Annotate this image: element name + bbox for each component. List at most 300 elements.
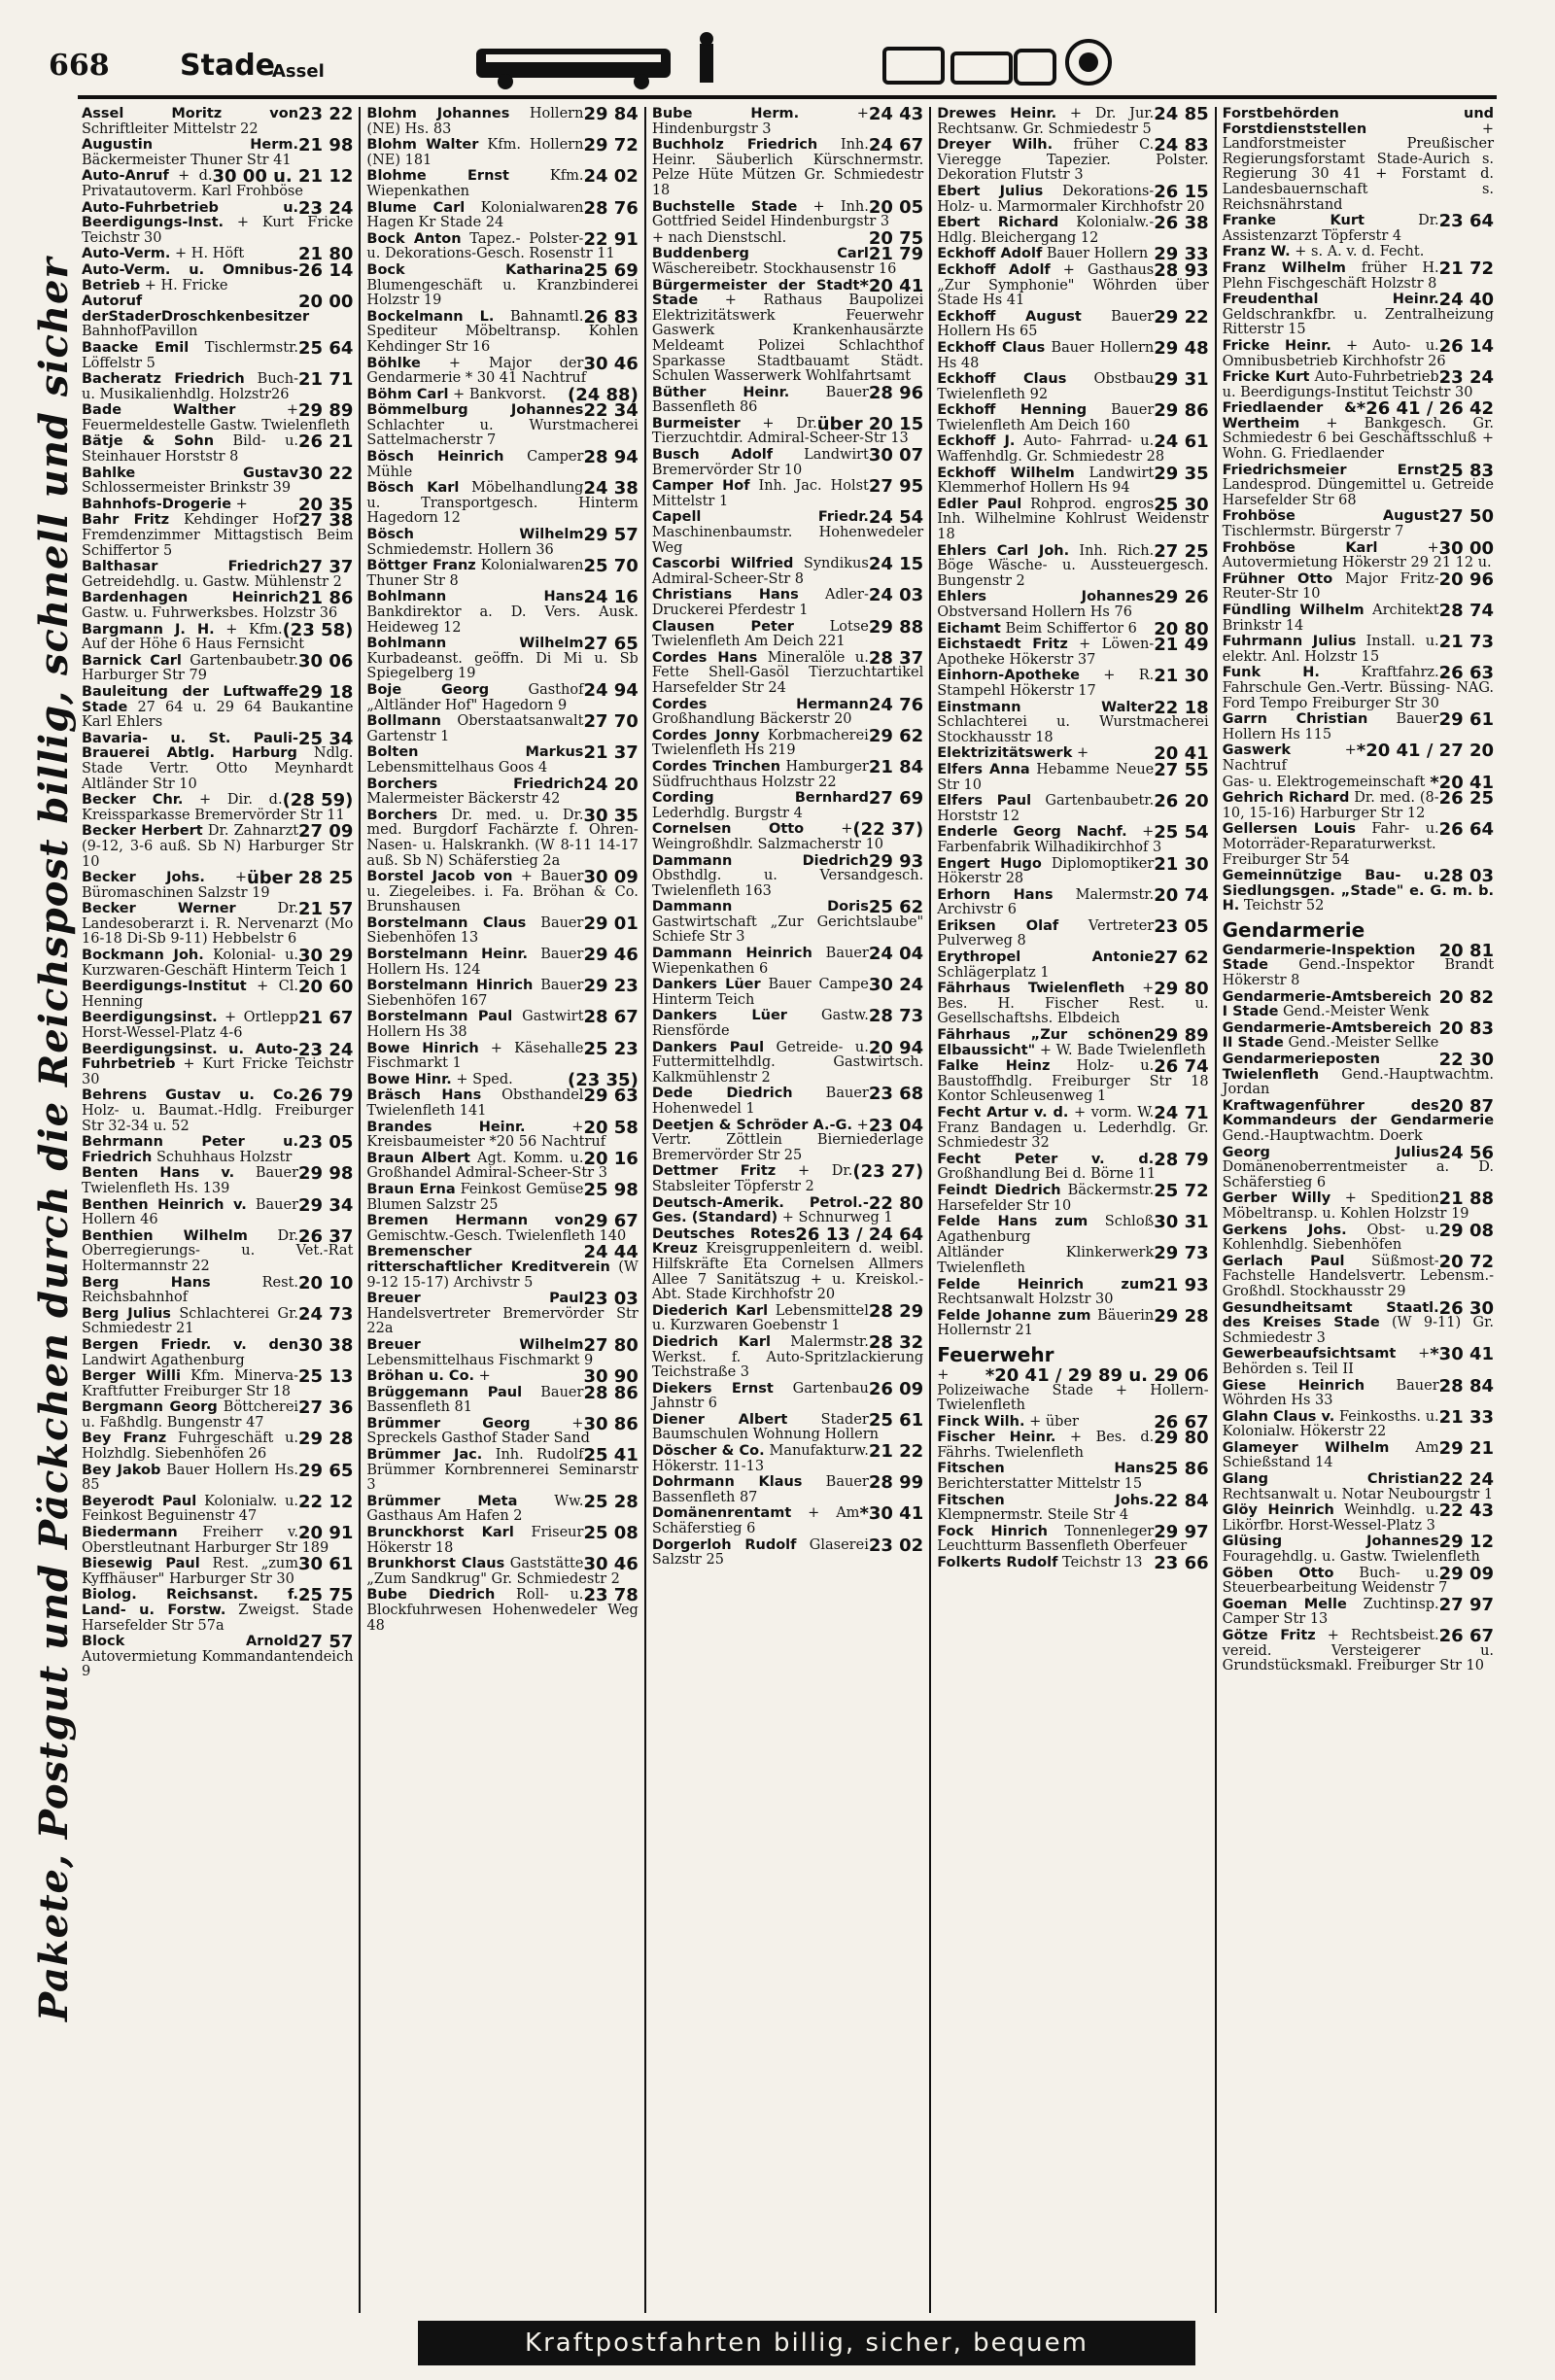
entry-name: Glöy Heinrich [1222, 1502, 1334, 1519]
entry-details: Lebensmittel u. Kurzwaren Goebenstr 1 [651, 1302, 869, 1334]
directory-entry [366, 1289, 639, 1337]
directory-entry [366, 1334, 639, 1368]
entry-details: Lederhdlg. Burgstr 4 [651, 805, 803, 821]
entry-details: Bauer Hohenwedel 1 [651, 1086, 869, 1117]
phone-number: 30 09 [583, 867, 639, 888]
phone-number: 29 35 [1154, 463, 1209, 484]
directory-entry [1222, 1500, 1495, 1534]
entry-name: Gewerbeaufsichtsamt [1222, 1346, 1397, 1362]
entry-details: Gartenbaubetr. Harburger Str 79 [82, 652, 299, 684]
entry-name: Elfers Anna [937, 761, 1030, 777]
entry-name: Diekers Ernst [651, 1380, 774, 1397]
entry-details: Mineralöle u. Fette Shell-Gasöl Tierzuchtartikel Harsefelder Str 24 [651, 649, 924, 696]
phone-number: 27 97 [1438, 1594, 1495, 1615]
phone-number: 26 67 [1154, 1411, 1209, 1432]
directory-entry [937, 494, 1209, 543]
phone-number: 20 91 [298, 1523, 354, 1544]
phone-number: 26 83 [583, 306, 639, 328]
phone-number: *20 41 / 27 20 [1356, 741, 1495, 762]
entry-name: Dammann Doris [651, 899, 869, 915]
phone-number: 28 74 [1438, 601, 1495, 621]
directory-entry [937, 1180, 1209, 1214]
phone-number: 29 22 [1154, 306, 1209, 328]
entry-name: Finck Wilh. [937, 1413, 1025, 1430]
directory-entry [366, 945, 639, 978]
entry-details: Dr. Oberregierungs- u. Vet.-Rat Holtermannstr 22 [82, 1227, 354, 1274]
directory-entry [651, 275, 924, 385]
directory-entry [366, 1038, 639, 1072]
entry-name: Borchers Friedrich [366, 776, 584, 792]
entry-name: Eichamt [937, 620, 1001, 637]
directory-entry [937, 213, 1209, 246]
entry-name: Fecht Peter v. d. [937, 1151, 1155, 1167]
directory-entry [366, 711, 639, 744]
directory-entry [937, 791, 1209, 824]
entry-details: + Sped. [451, 1071, 513, 1087]
directory-entry [937, 587, 1209, 620]
directory-entry [1222, 398, 1495, 463]
entry-name: Bowe Hinr. [366, 1071, 452, 1087]
directory-entry [366, 1242, 639, 1291]
entry-name: Becker Johs. [82, 870, 205, 886]
entry-name: Bösch Karl [366, 480, 460, 497]
directory-entry [937, 463, 1209, 497]
phone-number: 29 84 [583, 107, 639, 124]
entry-name: Forstbehörden und Forstdienststellen [1222, 107, 1495, 137]
phone-number: 28 76 [583, 197, 639, 219]
entry-details: Obst- u. Kohlenhdlg. Siebenhöfen [1222, 1222, 1439, 1254]
phone-number: 25 86 [1154, 1459, 1209, 1480]
entry-details: Geldschrankfbr. u. Zentralheizung Ritterstr 15 [1222, 306, 1495, 338]
directory-entry [366, 259, 639, 309]
entry-name: Franz W. [1222, 244, 1291, 260]
phone-number: 21 49 [1154, 635, 1209, 656]
phone-number: 20 00 [298, 292, 354, 313]
phone-number: 22 43 [1438, 1500, 1495, 1522]
phone-number: 30 35 [583, 805, 639, 826]
entry-details: Bild- u. Steinhauer Horststr 8 [82, 433, 299, 466]
entry-details: Bauer Hollern Hs. 124 [366, 947, 584, 978]
entry-name: Cording Bernhard [651, 790, 869, 807]
entry-name: Becker Herbert [82, 823, 203, 840]
directory-entry [1222, 986, 1495, 1020]
phone-number: 30 46 [583, 353, 639, 374]
directory-entry [1222, 788, 1495, 821]
directory-entry [651, 1300, 924, 1334]
entry-name: Bube Herm. [651, 107, 800, 121]
entry-details: Gasthof „Altländer Hof" Hagedorn 9 [366, 681, 584, 713]
phone-number: 24 94 [583, 679, 639, 701]
entry-details: + Kurt Fricke Teichstr 30 [82, 1056, 354, 1087]
entry-details: Kolonialw. u. Feinkost Beguinenstr 47 [82, 1493, 299, 1525]
phone-number: 20 75 [868, 227, 924, 249]
entry-details: BahnhofPavillon [82, 324, 198, 340]
entry-details: + Kurt Fricke Teichstr 30 [82, 215, 354, 246]
directory-entry [1222, 601, 1495, 634]
phone-number: 24 15 [868, 554, 924, 575]
directory-entry [82, 1431, 353, 1462]
phone-number: 22 12 [298, 1491, 354, 1512]
phone-number: (24 88) [567, 384, 639, 405]
directory-entry [1222, 1375, 1495, 1409]
directory-entry [937, 822, 1209, 855]
entry-details: Bauer Wiepenkathen 6 [651, 946, 869, 977]
phone-number: 23 64 [1438, 211, 1495, 232]
entry-name: Berg Hans [82, 1274, 211, 1291]
entry-name: Fock Hinrich [937, 1523, 1048, 1539]
entry-details: + Bauer u. Ziegeleibes. i. Fa. Bröhan & Co. Brunshausen [366, 869, 639, 915]
page-number: 668 [49, 49, 110, 83]
entry-details: Bauer Hollern Hs 48 [937, 339, 1155, 371]
entry-name: Gesundheitsamt Staatl. des Kreises Stade [1222, 1299, 1439, 1331]
phone-number: 29 73 [1154, 1243, 1209, 1264]
entry-name: Bremenscher ritterschaftlicher Kreditverein [366, 1244, 610, 1275]
phone-number: 28 67 [583, 1007, 639, 1028]
phone-number: 22 18 [1154, 697, 1209, 718]
entry-details: Obstbau Twielenfleth 92 [937, 371, 1155, 402]
directory-entry [1222, 460, 1495, 509]
entry-name: Drewes Heinr. [937, 107, 1057, 121]
entry-details: Schuhhaus Holzstr [152, 1149, 293, 1165]
directory-entry [366, 525, 639, 558]
entry-details: + Dr. Tierzuchtdir. Admiral-Scheer-Str 13 [651, 415, 909, 447]
directory-entry [1222, 1532, 1495, 1566]
directory-entry [366, 447, 639, 480]
phone-number: 23 68 [868, 1084, 924, 1105]
entry-details: Bauer Hollern Hs. 85 [82, 1462, 299, 1494]
entry-name: Bösch Heinrich [366, 449, 504, 466]
directory-entry [937, 135, 1209, 184]
entry-name: Gerlach Paul [1222, 1253, 1345, 1269]
entry-details: Bauer Hollern [1042, 246, 1149, 262]
entry-name: Cascorbi Wilfried [651, 556, 794, 572]
entry-details: Korbmacherei Twielenfleth Hs 219 [651, 727, 869, 759]
entry-details: Hamburger Südfruchthaus Holzstr 22 [651, 758, 869, 790]
entry-details: Kolonial- u. Kurzwaren-Geschäft Hinterm Teich 1 [82, 948, 349, 979]
entry-name: Benthien Wilhelm [82, 1227, 248, 1244]
entry-details: Tapez.- Polster- u. Dekorations-Gesch. Rosenstr 11 [366, 230, 615, 262]
phone-number: *26 41 / 26 42 [1356, 398, 1495, 420]
phone-number: 29 80 [1154, 979, 1209, 1000]
phone-number: 20 81 [1438, 940, 1495, 961]
phone-number: 24 03 [868, 585, 924, 606]
directory-entry [937, 1521, 1209, 1555]
entry-name: Böttger Franz [366, 558, 476, 574]
phone-number: 27 62 [1154, 948, 1209, 969]
phone-number: 27 65 [583, 634, 639, 655]
directory-entry [651, 445, 924, 478]
directory-entry [82, 1194, 354, 1228]
phone-number: 27 09 [298, 821, 354, 843]
entry-details: Malermstr. Archivstr 6 [937, 886, 1155, 918]
entry-name: Frühner Otto [1222, 570, 1333, 587]
phone-number: 30 61 [298, 1554, 354, 1575]
entry-name: Auto-Verm. u. Omnibus-Betrieb [82, 261, 299, 293]
phone-number: 20 83 [1438, 1018, 1495, 1039]
entry-details: Bauer Hollern Hs 65 [937, 308, 1155, 340]
entry-name: Borstelmann Heinr. [366, 947, 529, 963]
phone-number: 21 72 [1438, 258, 1495, 279]
entry-name: Eckhoff August [937, 308, 1082, 325]
phone-number: 24 83 [1154, 135, 1209, 156]
entry-details: Altländer Klinkerwerk Twielenfleth [937, 1245, 1155, 1276]
phone-number: 29 80 [1154, 1428, 1209, 1449]
directory-entry [82, 431, 354, 466]
entry-details: Rest. „zum Kyffhäuser" Harburger Str 30 [82, 1556, 299, 1587]
entry-name: Franke Kurt [1222, 213, 1365, 229]
entry-name: Garrn Christian [1222, 711, 1368, 728]
phone-number: 29 31 [1154, 369, 1209, 391]
entry-details: Inh. Rich. Böge Wäsche- u. Aussteuergesch. Bungenstr 2 [937, 542, 1209, 589]
phone-number: 20 80 [1154, 618, 1209, 639]
directory-entry [651, 616, 924, 650]
phone-number: 29 72 [583, 135, 639, 156]
entry-details: Tonnenleger Leuchtturm Bassenfleth Oberfeuer [937, 1523, 1188, 1555]
entry-details: + Dir. d. Kreissparkasse Bremervörder Str 11 [82, 792, 345, 823]
entry-name: Gendarmerie-Amtsbereich II Stade [1222, 1019, 1432, 1052]
entry-name: Glüsing Johannes [1222, 1534, 1439, 1550]
entry-details: + Dr. Jur. Rechtsanw. Gr. Schmiedestr 5 [937, 107, 1155, 137]
phone-number: 26 14 [1438, 335, 1495, 357]
entry-details: Bauer Campe Hinterm Teich [651, 977, 869, 1008]
entry-name: Blume Carl [366, 199, 466, 216]
entry-name: Einhorn-Apotheke [937, 668, 1080, 684]
entry-details: Tischlermstr. Bürgerstr 7 [1222, 524, 1404, 540]
phone-number: 20 60 [298, 977, 354, 998]
directory-entry [937, 337, 1209, 371]
phone-number: 28 93 [1154, 259, 1209, 281]
entry-details: + Bes. d. Fährhs. Twielenfleth [937, 1430, 1155, 1461]
entry-name: Augustin Herm. [82, 137, 299, 154]
entry-details: Fahr- u. Motorräder-Reparaturwerkst. Freiburger Str 54 [1222, 821, 1439, 868]
entry-name: Borstelmann Hinrich [366, 978, 534, 994]
phone-number: 21 67 [298, 1008, 354, 1029]
directory-entry [1222, 1095, 1495, 1145]
entry-details: Ndlg. Stade Vertr. Otto Meynhardt Altländer Str 10 [82, 745, 354, 792]
phone-number: 24 61 [1154, 431, 1209, 453]
phone-number: 22 24 [1438, 1469, 1495, 1491]
directory-entry [82, 681, 354, 731]
directory-entry [651, 1472, 924, 1505]
directory-entry [82, 1039, 354, 1088]
entry-name: Breuer Wilhelm [366, 1336, 584, 1353]
directory-entry [366, 166, 639, 199]
entry-details: + Spreckels Gasthof Stader Sand [366, 1415, 590, 1447]
entry-details: + W. Bade Twielenfleth [1035, 1042, 1206, 1058]
entry-name: Bürgermeister der Stadt Stade [651, 277, 860, 309]
phone-number: 24 76 [868, 694, 924, 715]
directory-entry [366, 587, 639, 636]
entry-name: Glameyer Wilhelm [1222, 1439, 1390, 1456]
entry-name: Dohrmann Klaus [651, 1474, 803, 1491]
entry-details: Lebensmittelhaus Fischmarkt 9 [366, 1352, 594, 1368]
entry-name: Berg Julius [82, 1305, 171, 1322]
phone-number: 20 94 [868, 1037, 924, 1058]
directory-entry [651, 554, 924, 587]
entry-name: Cornelsen Otto [651, 821, 805, 838]
entry-name: Elektrizitätswerk [937, 745, 1073, 762]
entry-name: Bolten Markus [366, 744, 584, 761]
directory-entry [366, 1211, 639, 1244]
entry-name: Frohböse Karl [1222, 539, 1378, 556]
directory-entry [366, 400, 639, 449]
phone-number: 25 54 [1154, 822, 1209, 844]
directory-entry [651, 1084, 924, 1117]
phone-number: (23 35) [567, 1069, 639, 1090]
entry-details: Auto- Fahrrad- u. Waffenhdlg. Gr. Schmiedestr 28 [937, 433, 1165, 466]
phone-number: 25 75 [298, 1585, 354, 1606]
phone-number: 23 05 [298, 1132, 354, 1154]
entry-details: + Käsehalle Fischmarkt 1 [366, 1040, 584, 1072]
phone-number: 21 73 [1438, 632, 1495, 653]
phone-number: 21 71 [298, 369, 354, 391]
directory-entry [937, 1274, 1209, 1308]
entry-name: Falke Heinz [937, 1058, 1051, 1075]
phone-number: 27 70 [583, 711, 639, 733]
phone-number: 30 22 [298, 463, 354, 484]
phone-number: 20 16 [583, 1148, 639, 1169]
directory-entry [651, 1441, 924, 1474]
directory-entry [937, 400, 1209, 433]
entry-name: Bockelmann L. [366, 308, 495, 325]
directory-entry [651, 196, 924, 230]
entry-details: Buch- u. Steuerbearbeitung Weidenstr 7 [1222, 1565, 1448, 1597]
directory-entry [82, 1272, 354, 1306]
entry-details: Rechtsanwalt Holzstr 30 [937, 1292, 1114, 1308]
phone-number: 29 12 [1438, 1532, 1495, 1553]
directory-entry [651, 135, 924, 198]
column-5 [1217, 107, 1500, 2313]
entry-details: Landwirt Bremervörder Str 10 [651, 447, 869, 478]
directory-entry [82, 259, 354, 293]
entry-name: Elfers Paul [937, 793, 1032, 810]
directory-entry [366, 478, 639, 527]
entry-name: Assel Moritz von [82, 107, 299, 121]
phone-number: 29 86 [1154, 400, 1209, 422]
entry-name: Gendarmerie-Inspektion Stade [1222, 942, 1416, 974]
footer-banner: Kraftpostfahrten billig, sicher, bequem [418, 2321, 1195, 2365]
entry-name: Behrens Gustav u. Co. [82, 1087, 299, 1104]
directory-entry [82, 337, 354, 371]
phone-number: 24 16 [583, 587, 639, 608]
phone-number: 26 13 / 24 64 [795, 1224, 924, 1245]
directory-entry [651, 1006, 924, 1040]
directory-entry [1222, 1220, 1495, 1254]
phone-number: 26 79 [298, 1086, 354, 1107]
entry-details: + Auto- u. Omnibusbetrieb Kirchhofstr 26 [1222, 337, 1446, 369]
side-banner: Pakete, Postgut und Päckchen durch die Reichspost billig, schnell und sicher [31, 257, 77, 2021]
directory-entry [651, 1409, 924, 1443]
directory-entry [937, 666, 1209, 699]
entry-name: Erythropel Antonie [937, 949, 1155, 966]
post-vehicles-illustration-icon [447, 29, 1186, 95]
entry-details: Gend.-Inspektor Brandt Hökerstr 8 [1222, 957, 1495, 989]
entry-name: Auto-Fuhrbetrieb u. Beerdigungs-Inst. [82, 199, 299, 231]
phone-number: 26 20 [1154, 791, 1209, 812]
phone-number: 28 32 [868, 1331, 924, 1353]
entry-details: + [474, 1368, 491, 1385]
entry-name: Braun Albert [366, 1150, 470, 1166]
entry-name: Gellersen Louis [1222, 821, 1357, 838]
entry-details: + Büromaschinen Salzstr 19 [82, 870, 270, 901]
directory-entry [366, 228, 639, 262]
phone-number: (23 58) [282, 619, 354, 640]
phone-number: 23 05 [1154, 915, 1209, 937]
entry-details: Blumengeschäft u. Kranzbinderei Holzstr 19 [366, 277, 639, 309]
entry-details: Domänenoberrentmeister a. D. Schäferstieg 6 [1222, 1159, 1495, 1190]
phone-number: 25 23 [583, 1038, 639, 1059]
directory-entry [82, 1523, 354, 1556]
entry-name: Brümmer Meta [366, 1493, 518, 1509]
entry-name: Camper Hof [651, 478, 750, 495]
entry-details: + Ortlepp Horst-Wessel-Platz 4-6 [82, 1010, 299, 1042]
phone-number: 20 10 [298, 1272, 354, 1293]
entry-name: Clausen Peter [651, 618, 794, 635]
directory-entry [937, 1149, 1209, 1183]
entry-name: Brunckhorst Karl [366, 1525, 514, 1541]
entry-details: + Nachtruf [1222, 742, 1357, 774]
entry-name: Glahn Claus v. [1222, 1408, 1335, 1425]
phone-number: 25 72 [1154, 1180, 1209, 1201]
directory-entry [937, 979, 1209, 1027]
directory-entry [937, 369, 1209, 402]
entry-name: Eckhoff Adolf [937, 261, 1051, 278]
entry-name: Ehlers Johannes [937, 589, 1155, 605]
directory-entry [366, 107, 638, 137]
entry-details: Rest. Reichsbahnhof [82, 1274, 299, 1306]
phone-number: 25 98 [583, 1179, 639, 1200]
phone-number: 29 98 [298, 1163, 354, 1185]
entry-name: Fährhaus „Zur schönen Elbaussicht" [937, 1027, 1155, 1058]
entry-name: Gerkens Johs. [1222, 1222, 1347, 1238]
entry-name: Bröhan u. Co. [366, 1368, 475, 1385]
phone-number: 29 08 [1438, 1220, 1495, 1241]
entry-details: Feinkost Gemüse Blumen Salzstr 25 [366, 1181, 584, 1213]
entry-details: + H. Höft [170, 246, 245, 262]
phone-number: 25 62 [868, 897, 924, 918]
directory-entry [366, 976, 639, 1009]
phone-number: 26 30 [1438, 1297, 1495, 1319]
phone-number: 29 01 [583, 913, 639, 934]
entry-name: Bargmann J. H. [82, 621, 215, 638]
entry-name: Braun Erna [366, 1181, 456, 1197]
entry-details: + Major der Gendarmerie * 30 41 Nachtruf [366, 355, 587, 387]
directory-entry [366, 353, 639, 387]
entry-details: + Farbenfabrik Wilhadikirchhof 3 [937, 824, 1162, 855]
directory-entry [937, 1212, 1209, 1245]
directory-entry [937, 884, 1209, 918]
entry-name: Barnick Carl [82, 652, 182, 669]
entry-details: + Vertr. Zöttlein Bierniederlage Bremervörder Str 25 [651, 1117, 924, 1163]
entry-name: Fecht Artur v. d. [937, 1105, 1069, 1121]
phone-number: 30 06 [298, 650, 354, 672]
entry-details: Feinkosths. u. Kolonialw. Hökerstr 22 [1222, 1408, 1439, 1440]
entry-name: Christians Hans [651, 587, 799, 604]
entry-name: Bavaria- u. St. Pauli-Brauerei Abtlg. Harburg [82, 730, 299, 762]
entry-name: Blohme Ernst [366, 168, 509, 185]
entry-name: Domänenrentamt [651, 1505, 792, 1522]
phone-number: 29 26 [1154, 587, 1209, 608]
entry-details: Großhandlung Bäckerstr 20 [651, 711, 852, 728]
entry-details: Malermeister Bäckerstr 42 [366, 791, 561, 808]
phone-number: 22 80 [868, 1192, 924, 1214]
phone-number: (28 59) [282, 790, 354, 811]
phone-number: 28 99 [868, 1472, 924, 1494]
entry-name: Böhm Carl [366, 386, 449, 402]
entry-details: Friseur Hökerstr 18 [366, 1525, 584, 1556]
directory-entry [937, 1490, 1209, 1524]
entry-details: Schmiedemstr. Hollern 36 [366, 541, 554, 558]
